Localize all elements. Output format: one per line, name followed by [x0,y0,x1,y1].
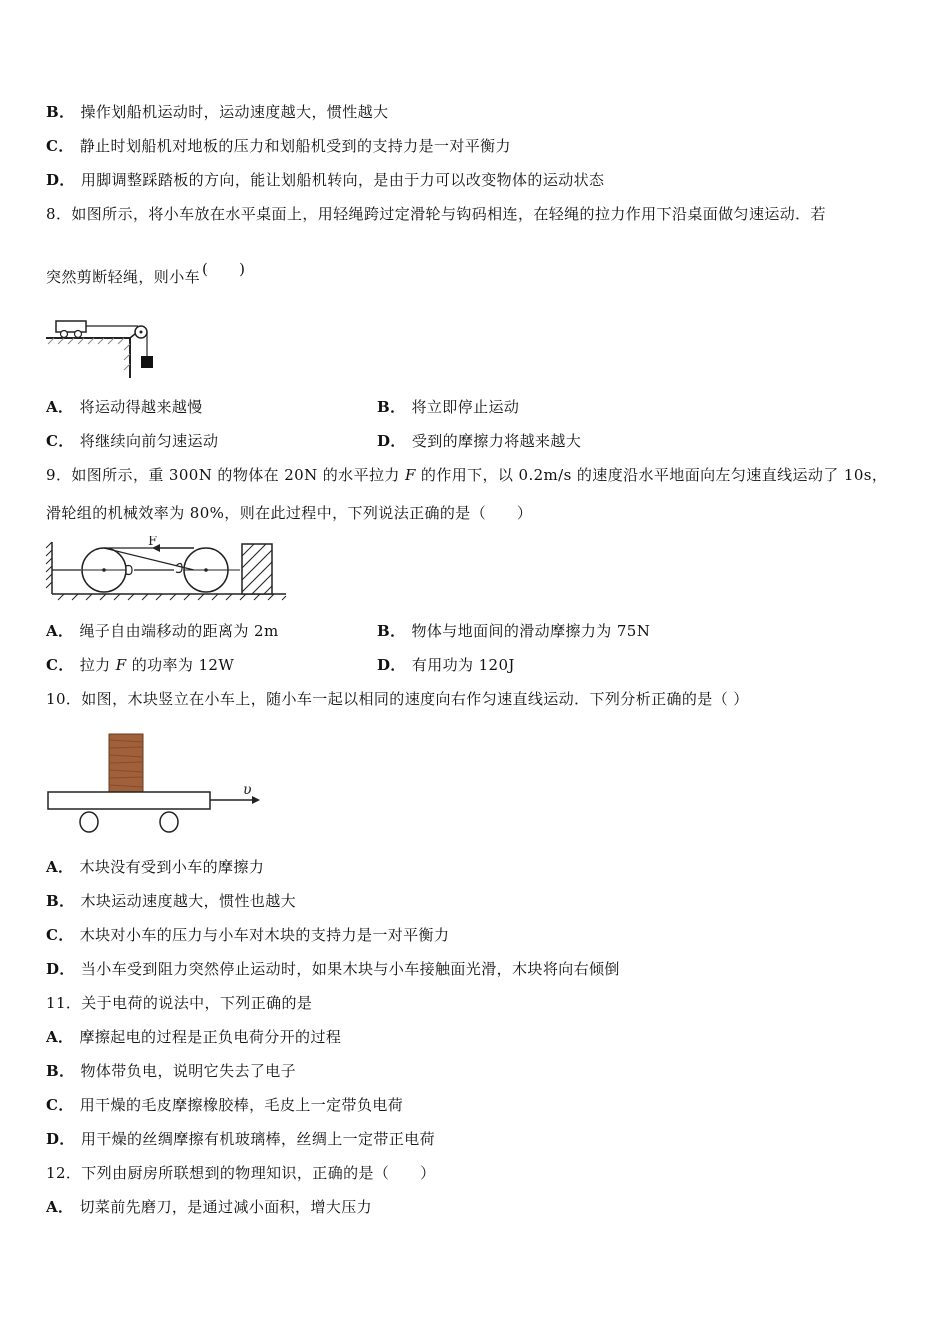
q9-stem-part: 9．如图所示，重 300N 的物体在 20N 的水平拉力 [46,466,405,484]
option-text: 物体带负电，说明它失去了电子 [80,1062,297,1080]
option-letter: C． [46,137,74,155]
pulley-axle [140,331,143,334]
option-text: 操作划船机运动时，运动速度越大，惯性越大 [80,103,389,121]
q10-stem: 10．如图，木块竖立在小车上，随小车一起以相同的速度向右作匀速直线运动．下列分析正确的是（ ） [46,690,749,708]
option-text: 用干燥的丝绸摩擦有机玻璃棒，丝绸上一定带正电荷 [80,1130,436,1148]
option-letter: A． [46,1198,74,1216]
option-letter: D． [46,960,75,978]
cart-wheel [80,812,98,832]
q7-option-d [46,170,604,190]
q8-option-b [377,397,519,417]
option-text: 切菜前先磨刀，是通过减小面积，增大压力 [79,1198,373,1216]
q11-option-b [46,1061,296,1081]
force-symbol: F [115,656,127,674]
velocity-arrowhead [252,796,260,804]
q12-stem: 12．下列由厨房所联想到的物理知识，正确的是（ ） [46,1164,436,1182]
q10-option-c [46,925,449,945]
option-letter: B． [377,622,406,640]
q9-pulley-system-figure [44,536,290,602]
q8-option-d [377,431,581,451]
q9-option-d [377,655,515,675]
q9-stem-line1 [46,465,887,485]
velocity-label: υ [243,782,252,798]
q9-option-c [46,655,234,675]
option-text: 木块没有受到小车的摩擦力 [79,858,265,876]
cart-wheel [160,812,178,832]
q8-stem-line1: 8．如图所示，将小车放在水平桌面上，用轻绳跨过定滑轮与钩码相连，在轻绳的拉力作用下沿桌面做匀速运动．若 [46,205,826,223]
option-letter: B． [377,398,406,416]
option-text: 受到的摩擦力将越来越大 [411,432,582,450]
option-text: 用脚调整踩踏板的方向，能让划船机转向，是由于力可以改变物体的运动状态 [80,171,605,189]
object-block [242,544,272,594]
option-letter: B． [46,1062,75,1080]
q12-option-a [46,1197,372,1217]
option-text: 将继续向前匀速运动 [79,432,219,450]
option-text: 木块对小车的压力与小车对木块的支持力是一对平衡力 [79,926,450,944]
q11-stem: 11．关于电荷的说法中，下列正确的是 [46,994,313,1012]
option-letter: C． [46,1096,74,1114]
q11-option-a [46,1027,341,1047]
cart-body [48,792,210,809]
option-letter: C． [46,432,74,450]
q8-option-a [46,397,203,417]
option-text: 木块运动速度越大，惯性也越大 [80,892,297,910]
q10-block-on-cart-figure [44,730,266,836]
q10-option-a [46,857,264,877]
q8-option-c [46,431,218,451]
q9-option-a [46,621,279,641]
option-text: 将运动得越来越慢 [79,398,203,416]
option-text: 用干燥的毛皮摩擦橡胶棒，毛皮上一定带负电荷 [79,1096,404,1114]
option-letter: D． [377,432,406,450]
hook-right [176,563,182,572]
q10-option-b [46,891,296,911]
option-text: 绳子自由端移动的距离为 2m [79,622,279,640]
q11-option-d [46,1129,435,1149]
answer-paren: ( ) [202,260,246,278]
ground [52,594,286,600]
q7-option-b [46,102,389,122]
option-letter: C． [46,656,74,674]
option-text: 有用功为 120J [411,656,515,674]
option-text: 将立即停止运动 [411,398,520,416]
wood-block [109,734,143,792]
hook-left [126,566,132,575]
q9-stem-part: 的作用下，以 0.2m/s 的速度沿水平地面向左匀速直线运动了 10s， [415,466,888,484]
q10-option-d [46,959,620,979]
q8-stem-line2 [46,260,246,287]
option-letter: A． [46,858,74,876]
q7-option-c [46,136,511,156]
q8-stem-text: 突然剪断轻绳，则小车 [46,268,201,286]
option-letter: A． [46,1028,74,1046]
q9-stem-line2: 滑轮组的机械效率为 80%，则在此过程中，下列说法正确的是（ ） [46,504,533,522]
option-letter: A． [46,622,74,640]
q9-option-b [377,621,650,641]
cart [56,321,86,338]
option-letter: C． [46,926,74,944]
option-text: 摩擦起电的过程是正负电荷分开的过程 [79,1028,342,1046]
option-letter: B． [46,103,75,121]
option-text: 的功率为 12W [126,656,235,674]
option-letter: D． [377,656,406,674]
q8-cart-pulley-figure [44,314,162,382]
option-letter: B． [46,892,75,910]
q11-option-c [46,1095,403,1115]
force-label: F [148,536,158,549]
option-letter: A． [46,398,74,416]
table-surface [46,338,130,378]
option-text: 当小车受到阻力突然停止运动时，如果木块与小车接触面光滑，木块将向右倾倒 [80,960,620,978]
force-symbol: F [404,466,416,484]
option-letter: D． [46,171,75,189]
option-letter: D． [46,1130,75,1148]
hook-weight [141,356,153,368]
rope-diagonal [104,548,194,570]
option-text: 静止时划船机对地板的压力和划船机受到的支持力是一对平衡力 [79,137,511,155]
wall [46,542,52,594]
option-text: 物体与地面间的滑动摩擦力为 75N [411,622,651,640]
option-text: 拉力 [79,656,116,674]
